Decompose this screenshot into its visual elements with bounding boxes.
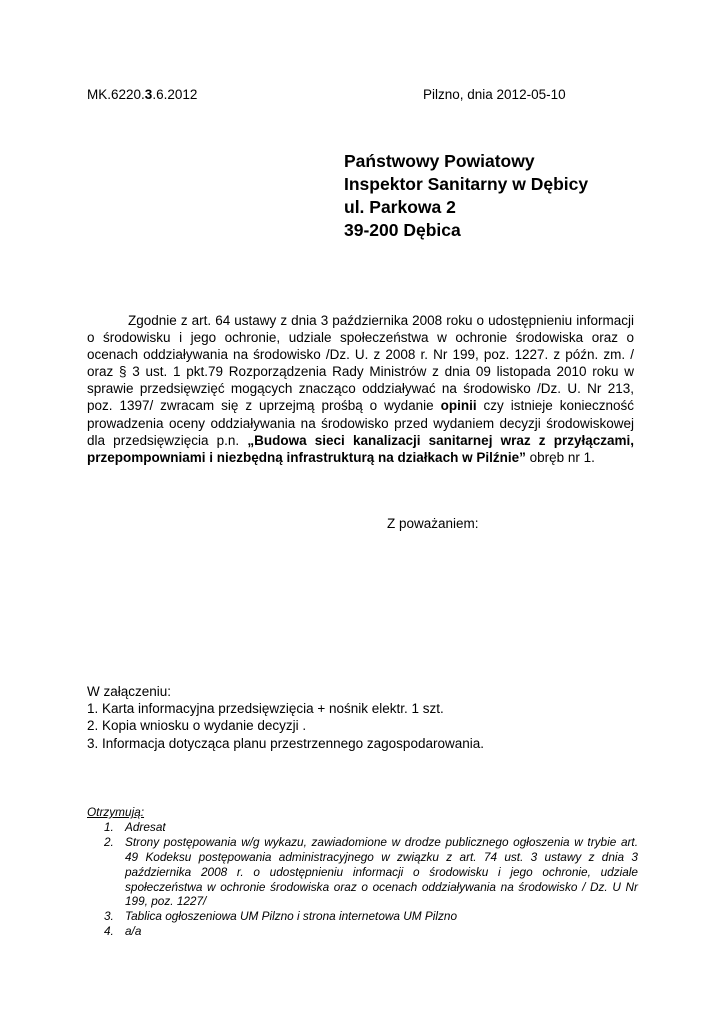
attachment-item: 2. Kopia wniosku o wydanie decyzji . xyxy=(87,718,307,734)
attachments-title: W załączeniu: xyxy=(87,684,172,699)
body-bold-project-name: „Budowa sieci kanalizacji sanitarnej wraz z przyłączami, przepompowniami i niezbędną infrastrukturą na działkach w Pilźnie” xyxy=(87,432,634,465)
distribution-item-text: Adresat xyxy=(125,819,166,834)
body-bold-opinion: opinii xyxy=(440,398,477,414)
distribution-item xyxy=(87,835,638,910)
distribution-item xyxy=(87,820,638,835)
distribution-item-number: 1. xyxy=(104,819,114,834)
distribution-title: Otrzymują: xyxy=(87,805,145,819)
closing-salutation: Z poważaniem: xyxy=(387,516,479,531)
recipient-line-1: Państwowy Powiatowy xyxy=(344,151,535,171)
recipient-line-2: Inspektor Sanitarny w Dębicy xyxy=(344,174,589,194)
place-date: Pilzno, dnia 2012-05-10 xyxy=(423,87,566,102)
recipient-address xyxy=(344,150,588,242)
body-text-part-1: Zgodnie z art. 64 ustawy z dnia 3 października 2008 roku o udostępnieniu informacji o środowisku i jego ochronie, udziale społeczeństwa w ochronie środowiska oraz o ocenach oddziaływania na środowisko /Dz. U. z 2008 r. Nr 199, poz. 1227. z późn. zm. / oraz § 3 ust. 1 pkt.79 Rozporządzenia Rady Ministrów z dnia 09 listopada 2010 roku w sprawie przedsięwzięć mogących znacząco oddziaływać na środowisko /Dz. U. Nr 213, poz. 1397/ zwracam się z uprzejmą prośbą o wydanie xyxy=(87,313,634,414)
case-reference-suffix: .6.2012 xyxy=(152,87,198,102)
body-text-part-2: czy istnieje konieczność prowadzenia oceny oddziaływania na środowisko przed wydaniem decyzji środowiskowej dla przedsięwzięcia p.n. xyxy=(87,398,634,448)
recipient-line-3: ul. Parkowa 2 xyxy=(344,197,456,217)
distribution-item xyxy=(87,909,638,924)
body-text-part-3: obręb nr 1. xyxy=(525,449,595,465)
distribution-item-number: 2. xyxy=(104,834,114,849)
case-reference-prefix: MK.6220. xyxy=(87,87,145,102)
case-reference-number: 3 xyxy=(144,87,153,102)
distribution-item-text: Tablica ogłoszeniowa UM Pilzno i strona internetowa UM Pilzno xyxy=(125,909,458,924)
distribution-item-text: Strony postępowania w/g wykazu, zawiadomione w drodze publicznego ogłoszenia w trybie art. 49 Kodeksu postępowania administracyjnego w związku z art. 74 ust. 3 ustawy z dnia 3 października 2008 r. o udostępnieniu informacji o środowisku i jego ochronie, udziale społeczeństwa w ochronie środowiska oraz o ocenach oddziaływania na środowisko / Dz. U Nr 199, poz. 1227/ xyxy=(125,834,638,909)
attachment-item: 3. Informacja dotycząca planu przestrzennego zagospodarowania. xyxy=(87,735,484,751)
attachment-item: 1. Karta informacyjna przedsięwzięcia + nośnik elektr. 1 szt. xyxy=(87,701,444,717)
distribution-item-number: 4. xyxy=(104,924,114,939)
distribution-item-number: 3. xyxy=(104,909,114,924)
letter-body xyxy=(87,312,634,466)
distribution-items xyxy=(87,820,638,939)
recipient-line-4: 39-200 Dębica xyxy=(344,220,461,240)
distribution-item-text: a/a xyxy=(125,924,142,939)
attachments-section xyxy=(87,683,484,752)
case-reference xyxy=(87,87,197,102)
distribution-item xyxy=(87,924,638,939)
distribution-list xyxy=(87,805,638,939)
